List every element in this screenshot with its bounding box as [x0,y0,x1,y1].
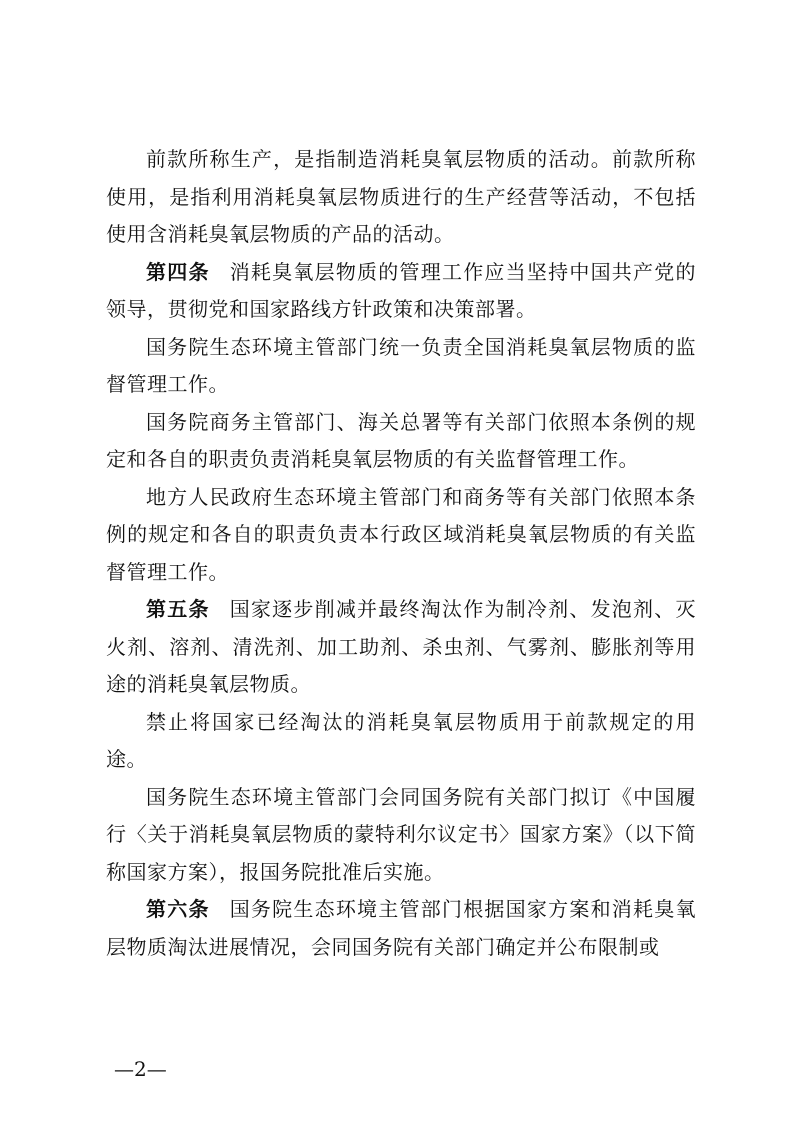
paragraph-1 [106,141,696,254]
paragraph-text: 前款所称生产，是指制造消耗臭氧层物质的活动。前款所称使用，是指利用消耗臭氧层物质进行的生产经营等活动，不包括使用含消耗臭氧层物质的产品的活动。 [106,147,696,246]
article-number: 第六条 [146,897,210,921]
paragraph-text: 国务院生态环境主管部门根据国家方案和消耗臭氧层物质淘汰进展情况，会同国务院有关部门确定并公布限制或 [106,897,696,959]
paragraph-text: 禁止将国家已经淘汰的消耗臭氧层物质用于前款规定的用途。 [106,709,696,771]
paragraph-text: 消耗臭氧层物质的管理工作应当坚持中国共产党的领导，贯彻党和国家路线方针政策和决策部署。 [106,259,696,321]
article-number: 第四条 [146,259,210,284]
article-number: 第五条 [146,597,210,621]
document-body [106,141,696,966]
paragraph-text: 地方人民政府生态环境主管部门和商务等有关部门依照本条例的规定和各自的职责负责本行政区域消耗臭氧层物质的有关监督管理工作。 [106,484,696,584]
article-5-paragraph [106,591,696,704]
paragraph-8 [106,779,696,892]
paragraph-3 [106,329,696,404]
paragraph-5 [106,479,696,592]
paragraph-7 [106,704,696,779]
article-6-paragraph [106,891,696,966]
article-4-paragraph [106,254,696,329]
paragraph-text: 国务院生态环境主管部门统一负责全国消耗臭氧层物质的监督管理工作。 [106,334,696,396]
paragraph-text: 国务院生态环境主管部门会同国务院有关部门拟订《中国履行〈关于消耗臭氧层物质的蒙特利尔议定书〉国家方案》（以下简称国家方案），报国务院批准后实施。 [106,784,696,884]
paragraph-text: 国务院商务主管部门、海关总署等有关部门依照本条例的规定和各自的职责负责消耗臭氧层物质的有关监督管理工作。 [106,409,696,471]
paragraph-4 [106,404,696,479]
page-number: —2— [114,1057,167,1081]
paragraph-text: 国家逐步削减并最终淘汰作为制冷剂、发泡剂、灭火剂、溶剂、清洗剂、加工助剂、杀虫剂、气雾剂、膨胀剂等用途的消耗臭氧层物质。 [106,597,696,696]
